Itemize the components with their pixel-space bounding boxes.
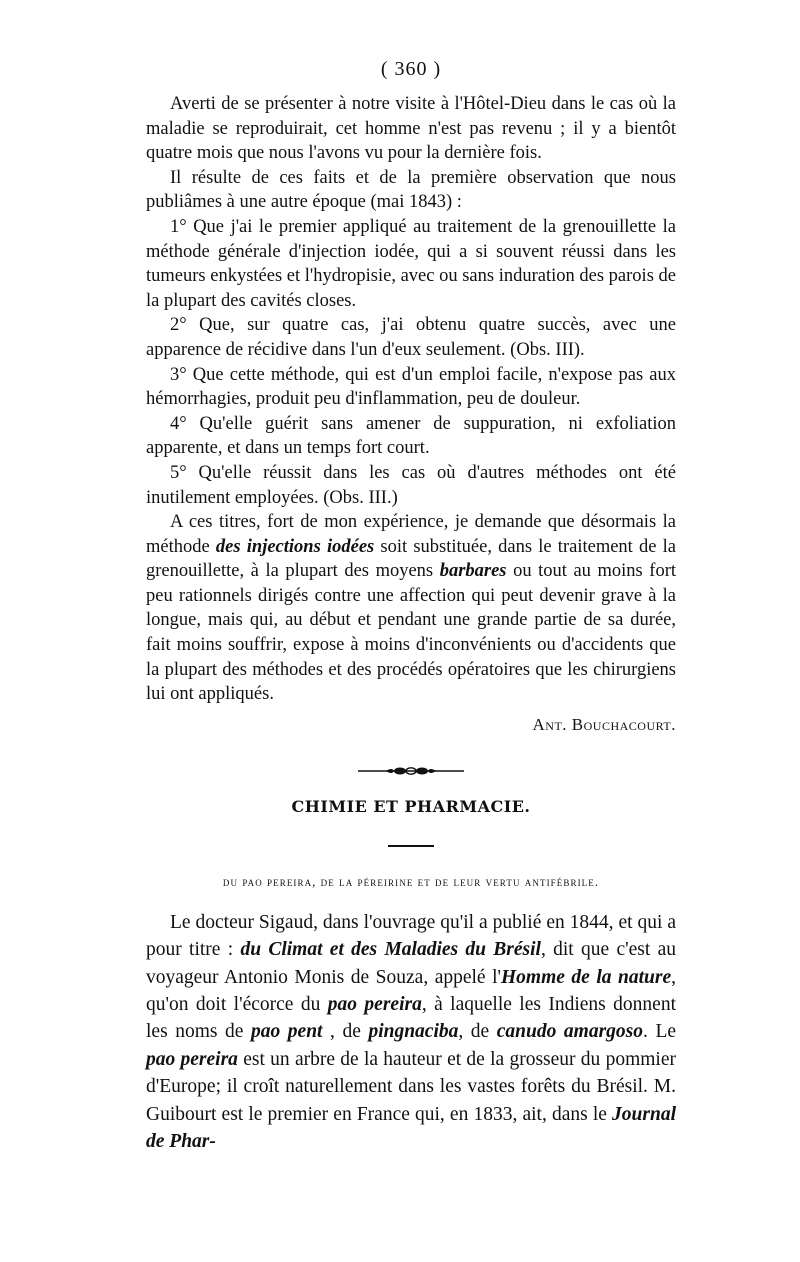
paragraph: [146, 215, 676, 313]
text-segment: , de: [322, 1021, 369, 1043]
italic-text: Homme de la nature: [501, 966, 672, 988]
text-segment: A ces titres, fort de mon expérience, je demande que désormais la méthode: [146, 512, 676, 557]
author-signature: Ant. Bouchacourt.: [532, 714, 676, 734]
italic-text: pingnaciba: [368, 1021, 459, 1043]
article-paragraph: [146, 909, 676, 1156]
paragraph: [146, 166, 676, 215]
text-segment: 4° Qu'elle guérit sans amener de suppuration, ni exfoliation apparente, et dans un temps fort court.: [146, 413, 676, 459]
text-segment: Le docteur Sigaud, dans l'ouvrage qu'il a publié en 1844, et qui a pour titre :: [146, 911, 676, 961]
section-title: CHIMIE ET PHARMACIE.: [291, 796, 531, 816]
ornament-divider-icon: [356, 765, 466, 777]
text-segment: 3° Que cette méthode, qui est d'un emploi facile, n'expose pas aux hémorrhagies, produit peu d'inflammation, peu de douleur.: [146, 364, 676, 410]
italic-text: des injections iodées: [215, 536, 375, 557]
italic-text: barbares: [439, 561, 507, 582]
text-segment: , à laquelle les Indiens donnent les noms de: [146, 994, 676, 1043]
paragraph: [146, 92, 676, 166]
text-segment: ou tout au moins fort peu rationnels dirigés contre une affection qui peut devenir grave à la longue, mais qui, au début et pendant une grande partie de sa durée, fait moins souffrir, expose à moins d'inconvénients ou d'accidents que la plupart des méthodes et des procédés opératoires que les chirurgiens lui ont appliqués.: [146, 561, 677, 705]
article-body: [146, 909, 676, 1156]
page-number: ( 360 ): [380, 58, 442, 80]
text-segment: soit substituée, dans le traitement de la grenouillette, à la plupart des moyens: [146, 536, 677, 582]
body-text: [146, 92, 676, 707]
paragraph: [146, 313, 676, 362]
text-segment: . Le: [643, 1021, 677, 1043]
text-segment: 5° Qu'elle réussit dans les cas où d'autres méthodes ont été inutilement employées. (Obs. III.): [146, 462, 676, 508]
text-segment: Averti de se présenter à notre visite à l'Hôtel-Dieu dans le cas où la maladie se reproduirait, cet homme n'est pas revenu ; il y a bientôt quatre mois que nous l'avons vu pour la dernière fois.: [146, 94, 676, 164]
text-segment: 2° Que, sur quatre cas, j'ai obtenu quatre succès, avec une apparence de récidive dans l'un d'eux seulement. (Obs. III).: [146, 315, 676, 360]
italic-text: Journal de Phar-: [146, 1103, 676, 1153]
paragraph: [146, 510, 676, 707]
text-segment: , de: [458, 1021, 497, 1043]
italic-text: pao pereira: [146, 1048, 238, 1070]
section-divider: [388, 845, 434, 847]
paragraph: [146, 412, 676, 461]
text-segment: , dit que c'est au voyageur Antonio Monis de Souza, appelé l': [146, 939, 676, 988]
text-segment: Il résulte de ces faits et de la première observation que nous publiâmes à une autre époque (mai 1843) :: [146, 167, 676, 213]
italic-text: pao pent: [251, 1021, 323, 1043]
book-page: [146, 58, 676, 1156]
paragraph: [146, 461, 676, 510]
italic-text: canudo amargoso: [496, 1021, 644, 1043]
paragraph: [146, 363, 676, 412]
article-title: du pao pereira, de la péreirine et de leur vertu antifébrile.: [222, 874, 600, 889]
text-segment: , qu'on doit l'écorce du: [146, 966, 676, 1016]
italic-text: pao pereira: [327, 994, 422, 1016]
text-segment: 1° Que j'ai le premier appliqué au traitement de la grenouillette la méthode générale d'injection iodée, qui a si souvent réussi dans les tumeurs enkystées et l'hydropisie, avec ou sans induration des parois de la plupart des cavités closes.: [146, 216, 676, 311]
italic-text: du Climat et des Maladies du Brésil: [240, 939, 541, 961]
text-segment: est un arbre de la hauteur et de la grosseur du pommier d'Europe; il croît naturellement dans les vastes forêts du Brésil. M. Guibourt est le premier en France qui, en 1833, ait, dans le: [146, 1048, 676, 1125]
